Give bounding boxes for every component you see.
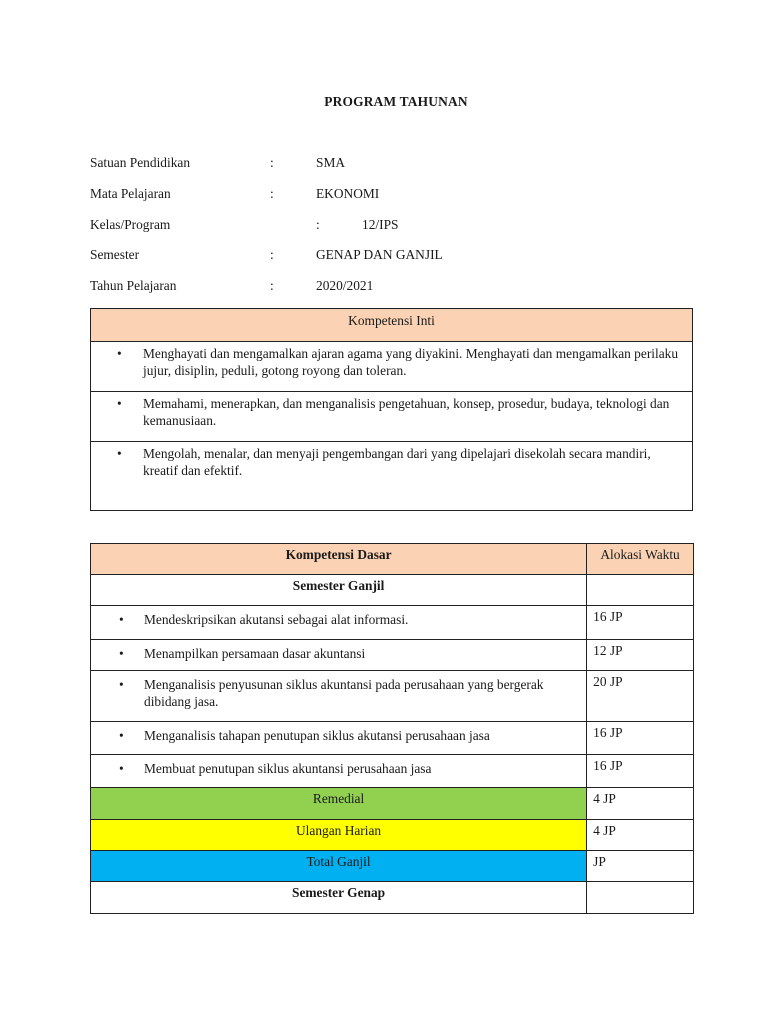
kompetensi-dasar-table xyxy=(90,543,694,914)
alokasi-waktu-value: 16 JP xyxy=(587,606,694,640)
kompetensi-inti-item xyxy=(91,342,693,392)
document-title: PROGRAM TAHUNAN xyxy=(324,94,468,109)
kompetensi-dasar-item xyxy=(91,722,587,755)
total-ganjil-row-label: Total Ganjil xyxy=(91,851,587,882)
ulangan-harian-row-label: Ulangan Harian xyxy=(91,820,587,851)
ulangan-harian-jp: 4 JP xyxy=(587,820,694,851)
info-value: 2020/2021 xyxy=(316,278,374,293)
empty-cell xyxy=(587,575,694,606)
semester-genap-heading: Semester Genap xyxy=(91,882,587,914)
alokasi-waktu-header: Alokasi Waktu xyxy=(587,544,694,575)
kompetensi-inti-text: Menghayati dan mengamalkan ajaran agama yang diyakini. Menghayati dan mengamalkan perilaku jujur, disiplin, peduli, gotong royong dan toleran. xyxy=(143,346,679,378)
alokasi-waktu-value: 16 JP xyxy=(587,722,694,755)
kompetensi-dasar-text: Mendeskripsikan akutansi sebagai alat informasi. xyxy=(144,612,409,627)
bullet: • xyxy=(117,446,122,461)
info-label: Mata Pelajaran xyxy=(90,186,171,201)
kompetensi-dasar-text: Membuat penutupan siklus akuntansi perusahaan jasa xyxy=(144,761,432,776)
alokasi-waktu-value: 12 JP xyxy=(587,640,694,671)
kompetensi-dasar-text: Menganalisis tahapan penutupan siklus akutansi perusahaan jasa xyxy=(144,728,490,743)
remedial-row-label: Remedial xyxy=(91,788,587,820)
alokasi-waktu-value: 16 JP xyxy=(587,755,694,788)
kompetensi-inti-text: Memahami, menerapkan, dan menganalisis pengetahuan, konsep, prosedur, budaya, teknologi dan kemanusiaan. xyxy=(143,396,670,428)
info-value: SMA xyxy=(316,155,346,170)
info-colon: : xyxy=(316,217,320,232)
info-colon: : xyxy=(270,186,274,201)
bullet: • xyxy=(117,396,122,411)
kompetensi-inti-text: Mengolah, menalar, dan menyaji pengembangan dari yang dipelajari disekolah secara mandiri, kreatif dan efektif. xyxy=(143,446,651,478)
info-label: Satuan Pendidikan xyxy=(90,155,191,170)
kompetensi-inti-item xyxy=(91,392,693,442)
kompetensi-dasar-text: Menampilkan persamaan dasar akuntansi xyxy=(144,646,366,661)
alokasi-waktu-value: 20 JP xyxy=(587,671,694,722)
kompetensi-dasar-text: Menganalisis penyusunan siklus akuntansi pada perusahaan yang bergerak dibidang jasa. xyxy=(144,677,544,709)
info-label: Kelas/Program xyxy=(90,217,171,232)
total-ganjil-jp: JP xyxy=(587,851,694,882)
kompetensi-inti-item xyxy=(91,442,693,511)
info-colon: : xyxy=(270,155,274,170)
info-value: 12/IPS xyxy=(362,217,399,232)
info-label: Semester xyxy=(90,247,140,262)
bullet: • xyxy=(117,346,122,361)
info-value: EKONOMI xyxy=(316,186,380,201)
kompetensi-dasar-item xyxy=(91,606,587,640)
bullet: • xyxy=(119,612,124,627)
kompetensi-dasar-item xyxy=(91,671,587,722)
kompetensi-dasar-item xyxy=(91,755,587,788)
kompetensi-inti-header: Kompetensi Inti xyxy=(91,309,693,342)
bullet: • xyxy=(119,761,124,776)
empty-cell xyxy=(587,882,694,914)
info-colon: : xyxy=(270,247,274,262)
kompetensi-dasar-item xyxy=(91,640,587,671)
semester-ganjil-heading: Semester Ganjil xyxy=(91,575,587,606)
bullet: • xyxy=(119,728,124,743)
info-value: GENAP DAN GANJIL xyxy=(316,247,443,262)
kompetensi-inti-table xyxy=(90,308,693,511)
bullet: • xyxy=(119,646,124,661)
bullet: • xyxy=(119,677,124,692)
info-label: Tahun Pelajaran xyxy=(90,278,177,293)
remedial-jp: 4 JP xyxy=(587,788,694,820)
kompetensi-dasar-header: Kompetensi Dasar xyxy=(91,544,587,575)
info-value-group xyxy=(316,217,398,233)
info-colon: : xyxy=(270,278,274,293)
